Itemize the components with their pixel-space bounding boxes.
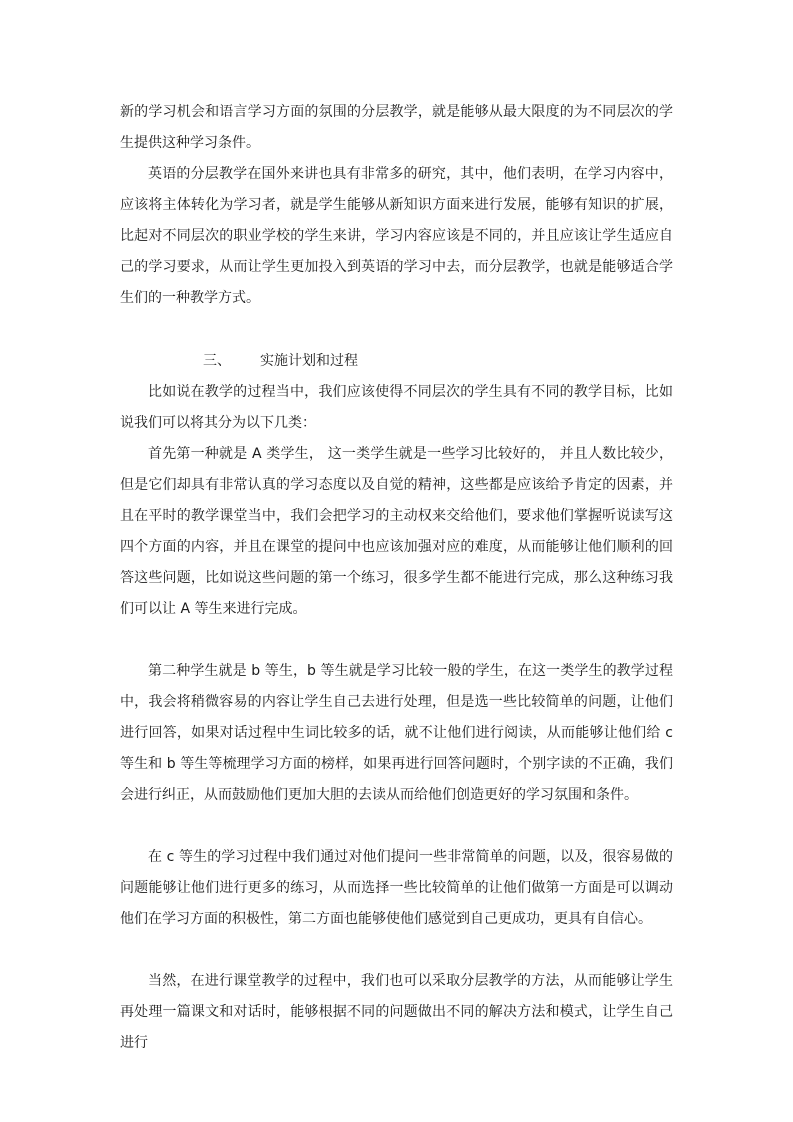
paragraph-foreign-research: 英语的分层教学在国外来讲也具有非常多的研究，其中，他们表明，在学习内容中，应该将主体转化为学习者，就是学生能够从新知识方面来进行发展，能够有知识的扩展，比起对不同层次的职业学校的学生来讲，学习内容应该是不同的，并且应该让学生适应自己的学习要求，从而让学生更加投入到英语的学习中去，而分层教学，也就是能够适合学生们的一种教学方式。 (120, 166, 673, 306)
paragraph-b-students: 第二种学生就是 b 等生，b 等生就是学习比较一般的学生，在这一类学生的教学过程中，我会将稍微容易的内容让学生自己去进行处理，但是选一些比较简单的问题，让他们进行回答，如果对话过程中生词比较多的话，就不让他们进行阅读，从而能够让他们给 c 等生和 b 等生等梳理学习方面的榜样，如果再进行回答问题时，个别字读的不正确，我们会进行纠正，从而鼓励他们更加大胆的去读从而给他们创造更好的学习氛围和条件。 (120, 663, 673, 803)
paragraph-c-students: 在 c 等生的学习过程中我们通过对他们提问一些非常简单的问题，以及，很容易做的问题能够让他们进行更多的练习，从而选择一些比较简单的让他们做第一方面是可以调动他们在学习方面的积极性，第二方面也能够使他们感觉到自己更成功，更具有自信心。 (120, 849, 673, 927)
paragraph-classroom-method: 当然，在进行课堂教学的过程中，我们也可以采取分层教学的方法，从而能够让学生再处理一篇课文和对话时，能够根据不同的问题做出不同的解决方法和模式，让学生自己进行 (120, 973, 673, 1051)
paragraph-continuation: 新的学习机会和语言学习方面的氛围的分层教学，就是能够从最大限度的为不同层次的学生提供这种学习条件。 (120, 104, 673, 151)
section-title: 实施计划和过程 (260, 353, 358, 369)
paragraph-intro-categories: 比如说在教学的过程当中，我们应该使得不同层次的学生具有不同的教学目标，比如说我们可以将其分为以下几类： (120, 384, 673, 431)
section-heading (203, 346, 358, 377)
paragraph-a-students: 首先第一种就是 A 类学生， 这一类学生就是一些学习比较好的， 并且人数比较少， 但是它们却具有非常认真的学习态度以及自觉的精神，这些都是应该给予肯定的因素，并且在平时的教学课堂当中，我们会把学习的主动权来交给他们，要求他们掌握听说读写这四个方面的内容，并且在课堂的提问中也应该加强对应的难度，从而能够让他们顺利的回答这些问题，比如说这些问题的第一个练习，很多学生都不能进行完成，那么这种练习我们可以让 A 等生来进行完成。 (120, 446, 673, 617)
section-number: 三、 (203, 353, 231, 369)
